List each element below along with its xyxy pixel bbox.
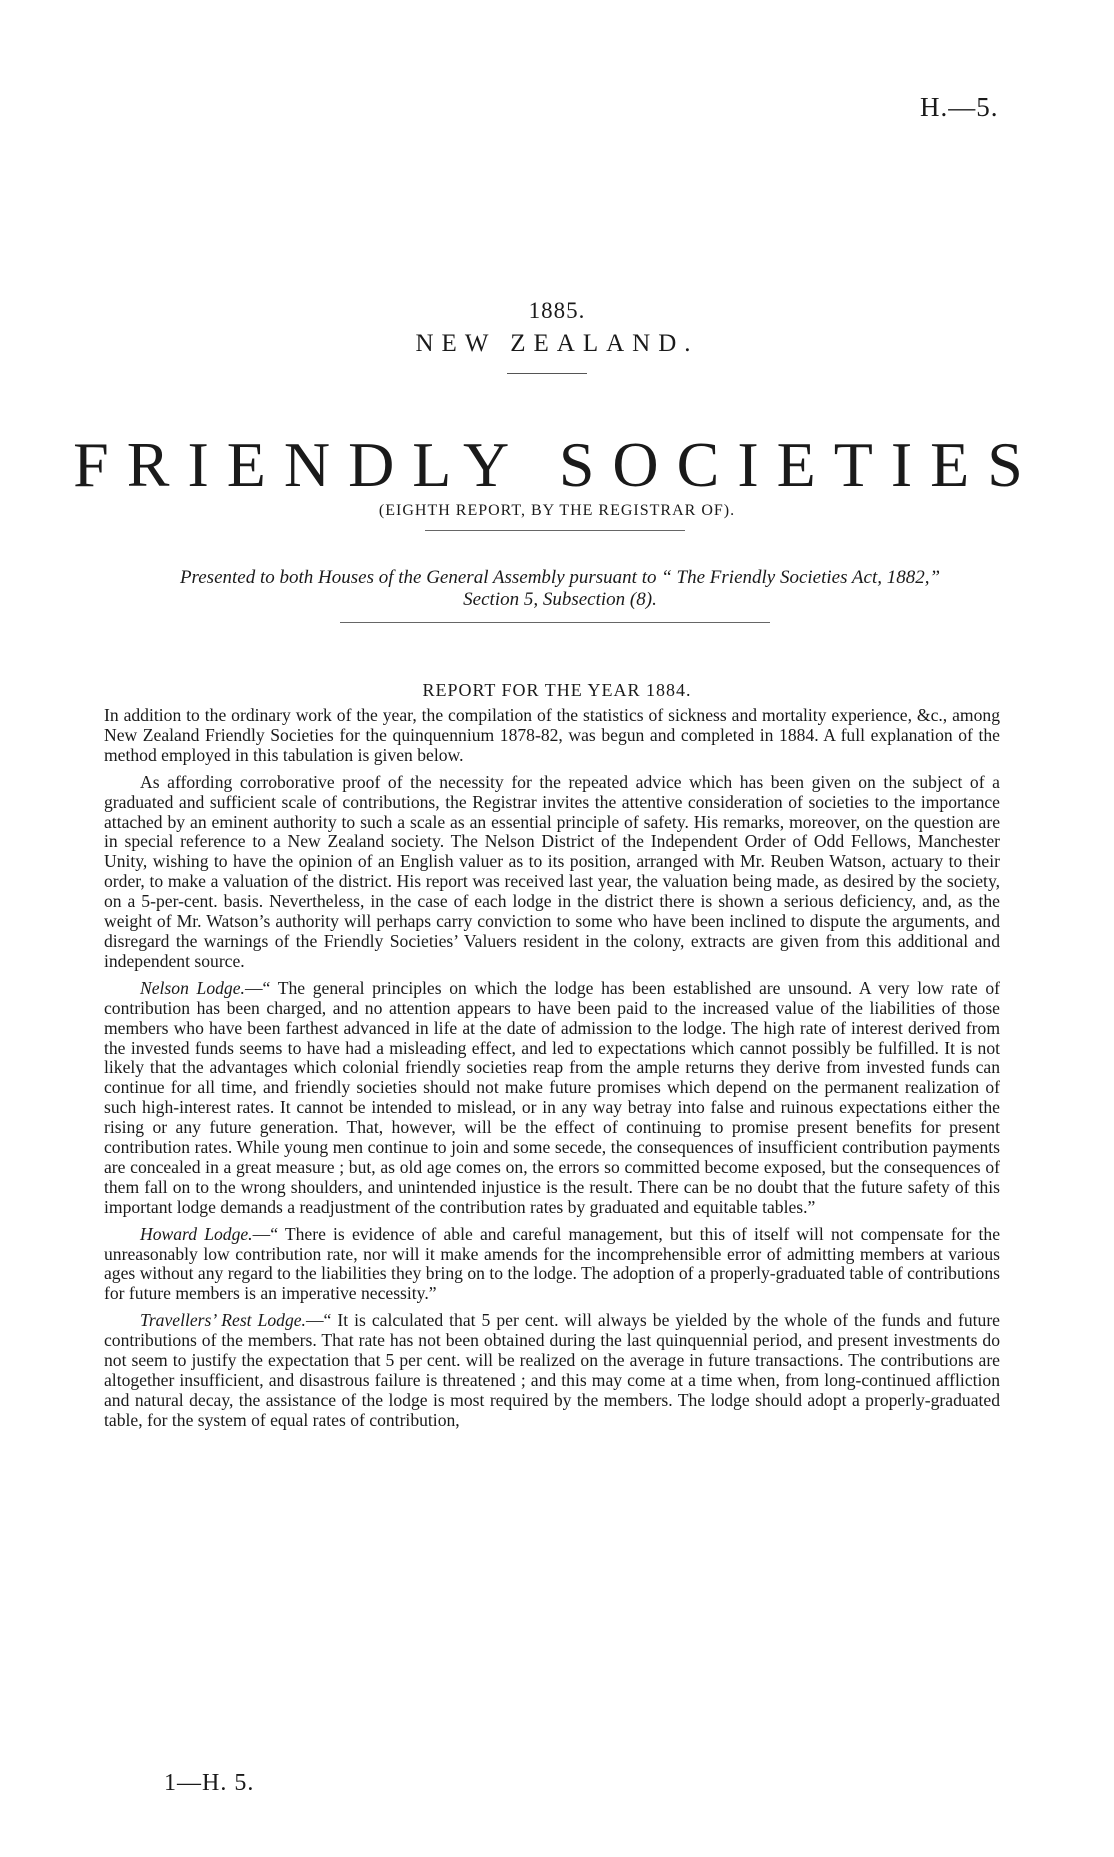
divider-mid: [425, 530, 685, 531]
nelson-lodge-label: Nelson Lodge.: [140, 977, 245, 998]
country-name: NEW ZEALAND.: [415, 330, 699, 357]
travellers-rest-lodge-label: Travellers’ Rest Lodge.: [140, 1310, 306, 1331]
document-title: FRIENDLY SOCIETIES: [73, 429, 1041, 500]
year: 1885.: [528, 298, 586, 323]
travellers-rest-lodge-text: —“ It is calculated that 5 per cent. will always be yielded by the whole of the funds and future contributions of the members. That rate has not been obtained during the last quinquennial period, and present investments do not seem to justify the expectation that 5 per cent. will be realized on the average in future transactions. The contributions are altogether insufficient, and disastrous failure is threatened ; and this may come at a time when, from long-continued affliction and natural decay, the assistance of the lodge is most required by the members. The lodge should adopt a properly-graduated table, for the system of equal rates of contribution,: [104, 1310, 1000, 1430]
paragraph-introduction: In addition to the ordinary work of the year, the compilation of the statistics of sickness and mortality experience, &c., among New Zealand Friendly Societies for the quinquennium 1878-82, was begun and completed in 1884. A full explanation of the method employed in this tabulation is given below.: [104, 705, 1000, 765]
presentation-line-1: Presented to both Houses of the General Assembly pursuant to “ The Friendly Societies Act, 1882,”: [179, 567, 941, 588]
divider-short: [507, 373, 587, 374]
report-body: [104, 706, 1000, 1438]
nelson-lodge-text: —“ The general principles on which the lodge has been established are unsound. A very low rate of contribution has been charged, and no attention appears to have been paid to the increased value of the liabilities of those members who have been farthest advanced in life at the date of admission to the lodge. The high rate of interest derived from the invested funds seems to have had a misleading effect, and led to expectations which cannot possibly be fulfilled. It is not likely that the advantages which colonial friendly societies reap from the ample returns they derive from invested funds can continue for all time, and friendly societies should not make future promises which depend on the permanent realization of such high-interest rates. It cannot be intended to mislead, or in any way betray into false and ruinous expectations either the rising or any future generation. That, however, will be the effect of continuing to promise present benefits for present contribution rates. While young men continue to join and some secede, the consequences of insufficient contribution payments are concealed in a great measure ; but, as old age comes on, the errors so committed become exposed, but the consequences of them fall on to the wrong shoulders, and unintended injustice is the result. There can be no doubt that the future safety of this important lodge demands a readjustment of the contribution rates by graduated and equitable tables.”: [104, 977, 1000, 1217]
presentation-note: [100, 567, 1020, 611]
document-subtitle: (EIGHTH REPORT, BY THE REGISTRAR OF).: [378, 502, 736, 519]
report-heading: REPORT FOR THE YEAR 1884.: [422, 680, 692, 700]
presentation-line-2: Section 5, Subsection (8).: [463, 589, 657, 610]
howard-lodge-text: —“ There is evidence of able and careful management, but this of itself will not compensate for the unreasonably low contribution rate, nor will it make amends for the incomprehensible error of admitting members at various ages without any regard to the liabilities they bring on to the lodge. The adoption of a properly-graduated table of contributions for future members is an imperative necessity.”: [104, 1223, 1001, 1304]
paragraph-nelson-lodge: [104, 979, 1000, 1218]
paragraph-travellers-rest-lodge: [104, 1311, 1000, 1430]
page-reference: H.—5.: [920, 92, 999, 122]
paragraph-corroborative-proof: As affording corroborative proof of the necessity for the repeated advice which has been given on the subject of a graduated and sufficient scale of contributions, the Registrar invites the attentive consideration of societies to the importance attached by an eminent authority to such a scale as an essential principle of safety. His remarks, moreover, on the question are in special reference to a New Zealand society. The Nelson District of the Independent Order of Odd Fellows, Manchester Unity, wishing to have the opinion of an English valuer as to its position, arranged with Mr. Reuben Watson, actuary to their order, to make a valuation of the district. His report was received last year, the valuation being made, as desired by the society, on a 5-per-cent. basis. Nevertheless, in the case of each lodge in the district there is shown a serious deficiency, and, as the weight of Mr. Watson’s authority will perhaps carry conviction to some who have been inclined to dispute the arguments, and disregard the warnings of the Friendly Societies’ Valuers resident in the colony, extracts are given from this additional and independent source.: [104, 771, 1000, 971]
howard-lodge-label: Howard Lodge.: [140, 1223, 253, 1244]
page-signature: 1—H. 5.: [164, 1770, 255, 1796]
paragraph-howard-lodge: [104, 1225, 1000, 1305]
divider-long: [340, 622, 770, 623]
